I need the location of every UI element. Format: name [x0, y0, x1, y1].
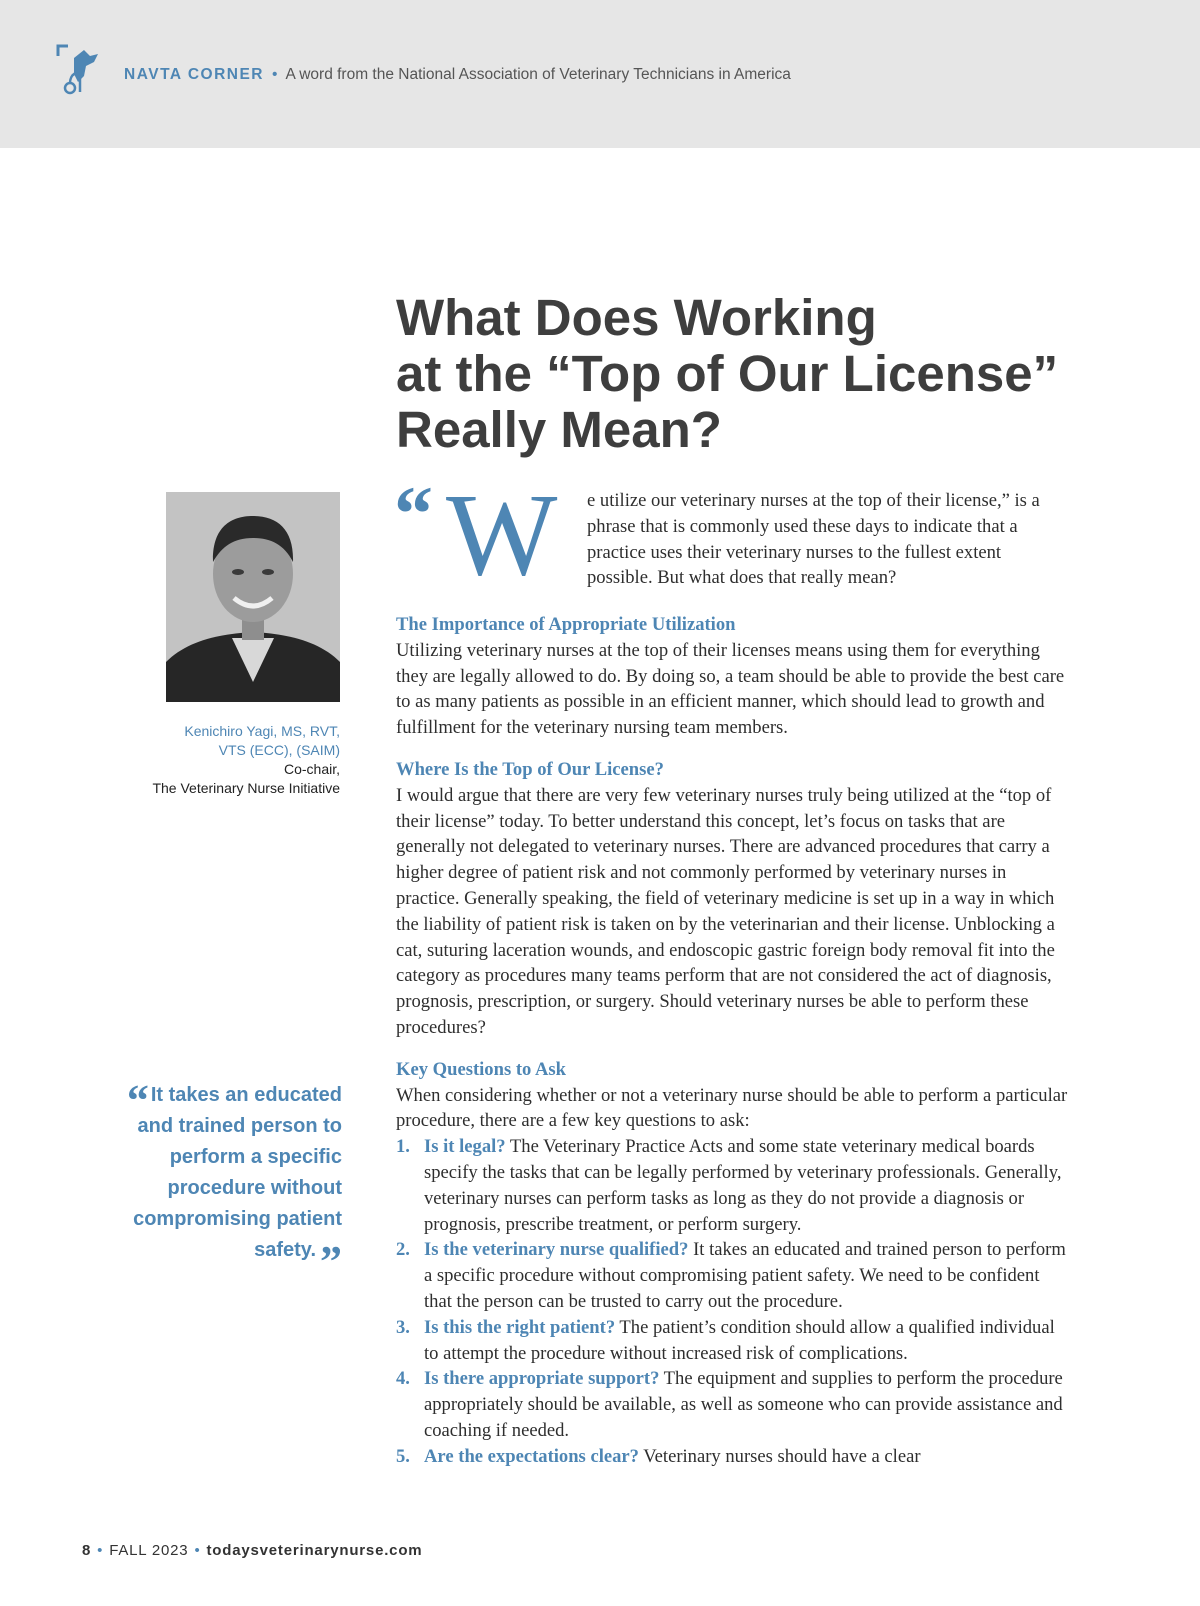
article-title — [396, 290, 1116, 458]
question-label: Are the expectations clear? — [424, 1445, 639, 1467]
question-label: Is it legal? — [424, 1136, 506, 1158]
lead-text: e utilize our veterinary nurses at the top of their license,” is a phrase that is commonly used these days to indicate that a practice uses their veterinary nurses to the fullest extent possible. But what does that really mean? — [587, 490, 1040, 589]
question-label: Is this the right patient? — [424, 1316, 616, 1338]
pull-quote-text: It takes an educated and trained person to perform a specific procedure without compromising patient safety. — [133, 1084, 342, 1261]
question-label: Is the veterinary nurse qualified? — [424, 1239, 689, 1261]
author-photo — [166, 492, 340, 702]
list-number: 1. — [396, 1136, 410, 1158]
question-text: It takes an educated and trained person to perform a specific procedure without compromising patient safety. We need to be confident that the person can be trusted to carry out the procedure. — [424, 1239, 1066, 1312]
list-item — [396, 1237, 1071, 1314]
website-link[interactable]: todaysveterinarynurse.com — [206, 1542, 423, 1559]
section-body: I would argue that there are very few veterinary nurses truly being utilized at the “top of their license” today. To better understand this concept, let’s focus on tasks that are generally not delegated to veterinary nurses. There are advanced procedures that carry a higher degree of patient risk and not commonly performed by veterinary nurses in practice. Generally speaking, the field of veterinary medicine is set up in a way in which the liability of patient risk is taken on by the veterinarian and their license. Unblocking a cat, suturing laceration wounds, and endoscopic gastric foreign body removal fit into the category as procedures many teams perform that are not considered the act of diagnosis, prognosis, prescription, or surgery. Should veterinary nurses be able to perform these procedures? — [396, 784, 1055, 1038]
list-number: 5. — [396, 1445, 410, 1467]
page-header — [0, 0, 1200, 148]
question-text: The Veterinary Practice Acts and some state veterinary medical boards specify the tasks that can be legally performed by veterinary professionals. Generally, veterinary nurses can perform tasks as long as they do not provide a diagnosis or prognosis, prescribe treatment, or perform surgery. — [424, 1136, 1062, 1235]
open-quote-icon: “ — [126, 1076, 149, 1125]
question-label: Is there appropriate support? — [424, 1368, 660, 1390]
section-heading: The Importance of Appropriate Utilization — [396, 614, 736, 635]
list-item — [396, 1366, 1071, 1443]
pull-quote — [90, 1076, 342, 1286]
list-number: 2. — [396, 1239, 410, 1261]
author-name: Kenichiro Yagi, MS, RVT, — [184, 723, 340, 739]
list-number: 3. — [396, 1316, 410, 1338]
author-role: Co-chair, — [283, 761, 340, 777]
navta-logo-icon — [56, 44, 106, 102]
page-footer — [82, 1542, 422, 1559]
questions-list — [396, 1134, 1071, 1469]
separator-dot: • — [97, 1542, 104, 1559]
section-heading: Key Questions to Ask — [396, 1058, 566, 1080]
author-credentials: VTS (ECC), (SAIM) — [218, 742, 340, 758]
list-item — [396, 1444, 1071, 1470]
section-body: Utilizing veterinary nurses at the top of their licenses means using them for everything they are legally allowed to do. By doing so, a team should be able to provide the best care to as many patients as possible in an efficient manner, which should lead to growth and fulfillment for the veterinary nursing team members. — [396, 639, 1065, 739]
question-text: The equipment and supplies to perform the procedure appropriately should be available, as well as someone who can provide assistance and coaching if needed. — [424, 1368, 1063, 1441]
section — [396, 1057, 1071, 1470]
article-body — [394, 469, 1071, 1470]
title-line: What Does Working — [396, 289, 877, 346]
page-number: 8 — [82, 1542, 92, 1559]
author-byline — [60, 722, 340, 798]
question-text: Veterinary nurses should have a clear — [638, 1445, 921, 1467]
section-heading: Where Is the Top of Our License? — [396, 758, 664, 780]
separator-dot: • — [194, 1542, 201, 1559]
list-number: 4. — [396, 1368, 410, 1390]
close-quote-icon: ” — [320, 1237, 342, 1286]
section-body: When considering whether or not a veterinary nurse should be able to perform a particular procedure, there are a few key questions to ask: — [396, 1084, 1068, 1132]
section — [396, 612, 1071, 741]
lead-paragraph — [394, 469, 1071, 600]
title-line: at the “Top of Our License” — [396, 345, 1059, 402]
author-portrait-image — [166, 492, 340, 702]
separator-dot: • — [272, 66, 278, 83]
question-text: The patient’s condition should allow a qualified individual to attempt the procedure without increased risk of complications. — [424, 1316, 1055, 1364]
drop-cap: W — [446, 469, 558, 600]
header-text — [124, 66, 791, 84]
section-label: NAVTA CORNER — [124, 66, 264, 83]
issue-label: FALL 2023 — [109, 1542, 189, 1559]
dropcap-quote-mark: “ — [394, 470, 433, 557]
section — [396, 757, 1071, 1041]
list-item — [396, 1134, 1071, 1237]
author-organization: The Veterinary Nurse Initiative — [152, 780, 340, 796]
header-tagline: A word from the National Association of Veterinary Technicians in America — [285, 66, 791, 83]
title-line: Really Mean? — [396, 401, 722, 458]
list-item — [396, 1315, 1071, 1367]
